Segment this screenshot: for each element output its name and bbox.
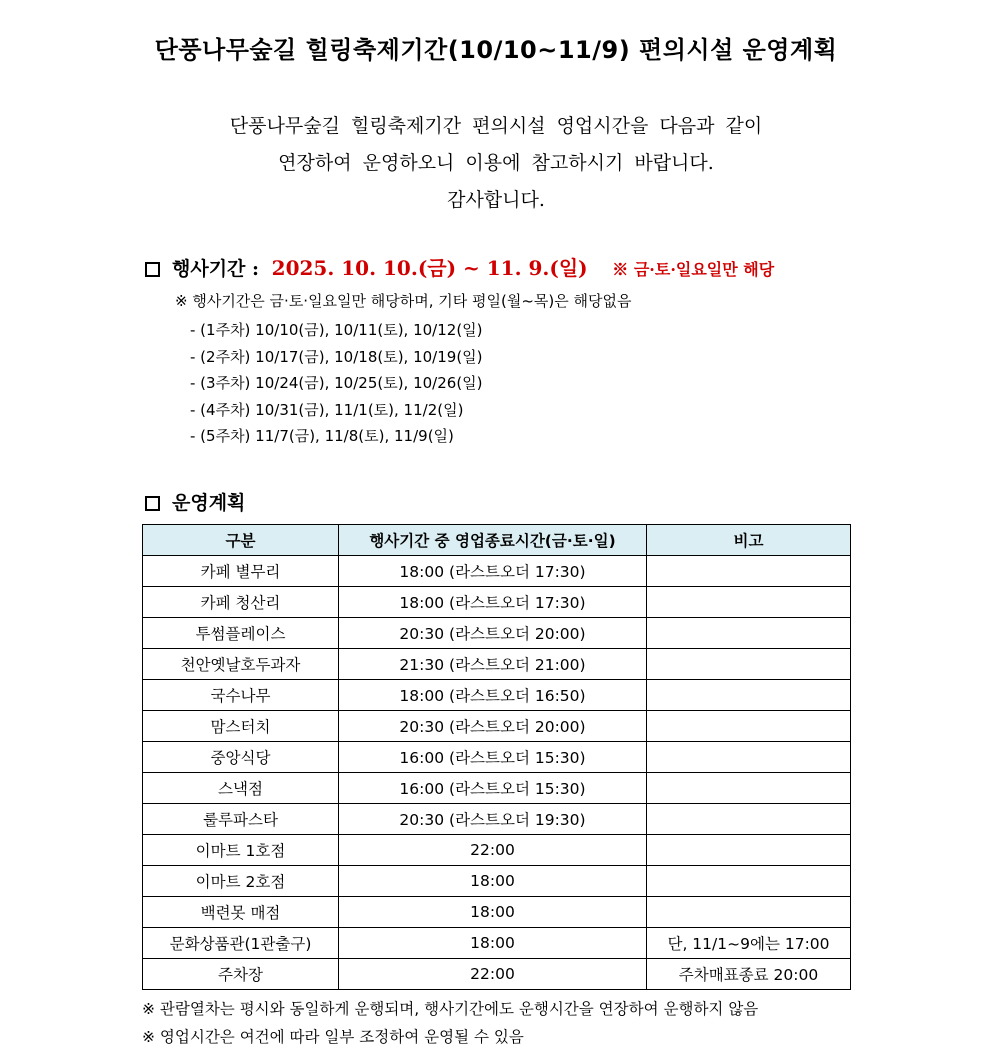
checkbox-square-icon [145,262,160,277]
table-row [143,959,851,990]
header-category: 구분 [143,525,339,556]
facility-name: 천안옛날호두과자 [143,649,339,680]
remarks [647,804,851,835]
footnotes [142,995,758,1051]
remarks [647,680,851,711]
operation-plan-label: 운영계획 [172,492,246,514]
event-period-label: 행사기간 : [172,258,260,280]
closing-time: 18:00 [339,866,647,897]
intro-paragraph [0,108,992,219]
table-row [143,680,851,711]
page-title: 단풍나무숲길 힐링축제기간(10/10~11/9) 편의시설 운영계획 [154,36,838,64]
remarks [647,742,851,773]
remarks [647,556,851,587]
facility-name: 카페 청산리 [143,587,339,618]
table-row [143,897,851,928]
operation-table [142,524,851,990]
table-row [143,556,851,587]
facility-name: 백련못 매점 [143,897,339,928]
closing-time: 16:00 (라스트오더 15:30) [339,773,647,804]
table-header-row [143,525,851,556]
header-closing-time: 행사기간 중 영업종료시간(금·토·일) [339,525,647,556]
closing-time: 20:30 (라스트오더 20:00) [339,711,647,742]
closing-time: 21:30 (라스트오더 21:00) [339,649,647,680]
remarks [647,773,851,804]
facility-name: 중앙식당 [143,742,339,773]
event-period-heading [145,252,774,281]
week-item-5: - (5주차) 11/7(금), 11/8(토), 11/9(일) [190,427,454,445]
table-row [143,649,851,680]
week-list [190,319,483,452]
footnote-1: ※ 관람열차는 평시와 동일하게 운행되며, 행사기간에도 운행시간을 연장하여 운행하지 않음 [142,1000,759,1018]
table-row [143,711,851,742]
remarks [647,866,851,897]
week-item-4: - (4주차) 10/31(금), 11/1(토), 11/2(일) [190,400,464,419]
week-item-2: - (2주차) 10/17(금), 10/18(토), 10/19(일) [190,347,483,366]
header-remarks: 비고 [647,525,851,556]
remarks [647,711,851,742]
table-row [143,804,851,835]
closing-time: 18:00 [339,897,647,928]
facility-name: 이마트 2호점 [143,866,339,897]
closing-time: 18:00 (라스트오더 17:30) [339,587,647,618]
closing-time: 16:00 (라스트오더 15:30) [339,742,647,773]
closing-time: 18:00 (라스트오더 17:30) [339,556,647,587]
facility-name: 스낵점 [143,773,339,804]
remarks [647,835,851,866]
closing-time: 22:00 [339,959,647,990]
facility-name: 주차장 [143,959,339,990]
facility-name: 룰루파스타 [143,804,339,835]
footnote-2: ※ 영업시간은 여건에 따라 일부 조정하여 운영될 수 있음 [142,1028,524,1046]
week-item-1: - (1주차) 10/10(금), 10/11(토), 10/12(일) [190,321,483,339]
table-row [143,928,851,959]
checkbox-square-icon [145,496,160,511]
closing-time: 18:00 (라스트오더 16:50) [339,680,647,711]
remarks [647,897,851,928]
table-row [143,773,851,804]
closing-time: 20:30 (라스트오더 19:30) [339,804,647,835]
closing-time: 22:00 [339,835,647,866]
table-row [143,866,851,897]
remarks [647,587,851,618]
event-period-dates: 2025. 10. 10.(금) ~ 11. 9.(일) [271,256,588,280]
remarks [647,618,851,649]
table-row [143,587,851,618]
intro-line-1: 단풍나무숲길 힐링축제기간 편의시설 영업시간을 다음과 같이 [229,115,763,137]
intro-line-3: 감사합니다. [447,189,545,211]
facility-name: 이마트 1호점 [143,835,339,866]
intro-line-2: 연장하여 운영하오니 이용에 참고하시기 바랍니다. [278,152,714,174]
closing-time: 18:00 [339,928,647,959]
facility-name: 문화상품관(1관출구) [143,928,339,959]
event-period-note: ※ 금·토·일요일만 해당 [612,260,775,279]
facility-name: 투썸플레이스 [143,618,339,649]
remarks: 주차매표종료 20:00 [647,959,851,990]
remarks: 단, 11/1~9에는 17:00 [647,928,851,959]
table-row [143,742,851,773]
facility-name: 카페 별무리 [143,556,339,587]
closing-time: 20:30 (라스트오더 20:00) [339,618,647,649]
week-item-3: - (3주차) 10/24(금), 10/25(토), 10/26(일) [190,374,483,392]
operation-plan-heading [145,488,245,515]
facility-name: 맘스터치 [143,711,339,742]
event-period-subnote: ※ 행사기간은 금·토·일요일만 해당하며, 기타 평일(월~목)은 해당없음 [175,292,632,310]
table-row [143,835,851,866]
remarks [647,649,851,680]
facility-name: 국수나무 [143,680,339,711]
table-row [143,618,851,649]
